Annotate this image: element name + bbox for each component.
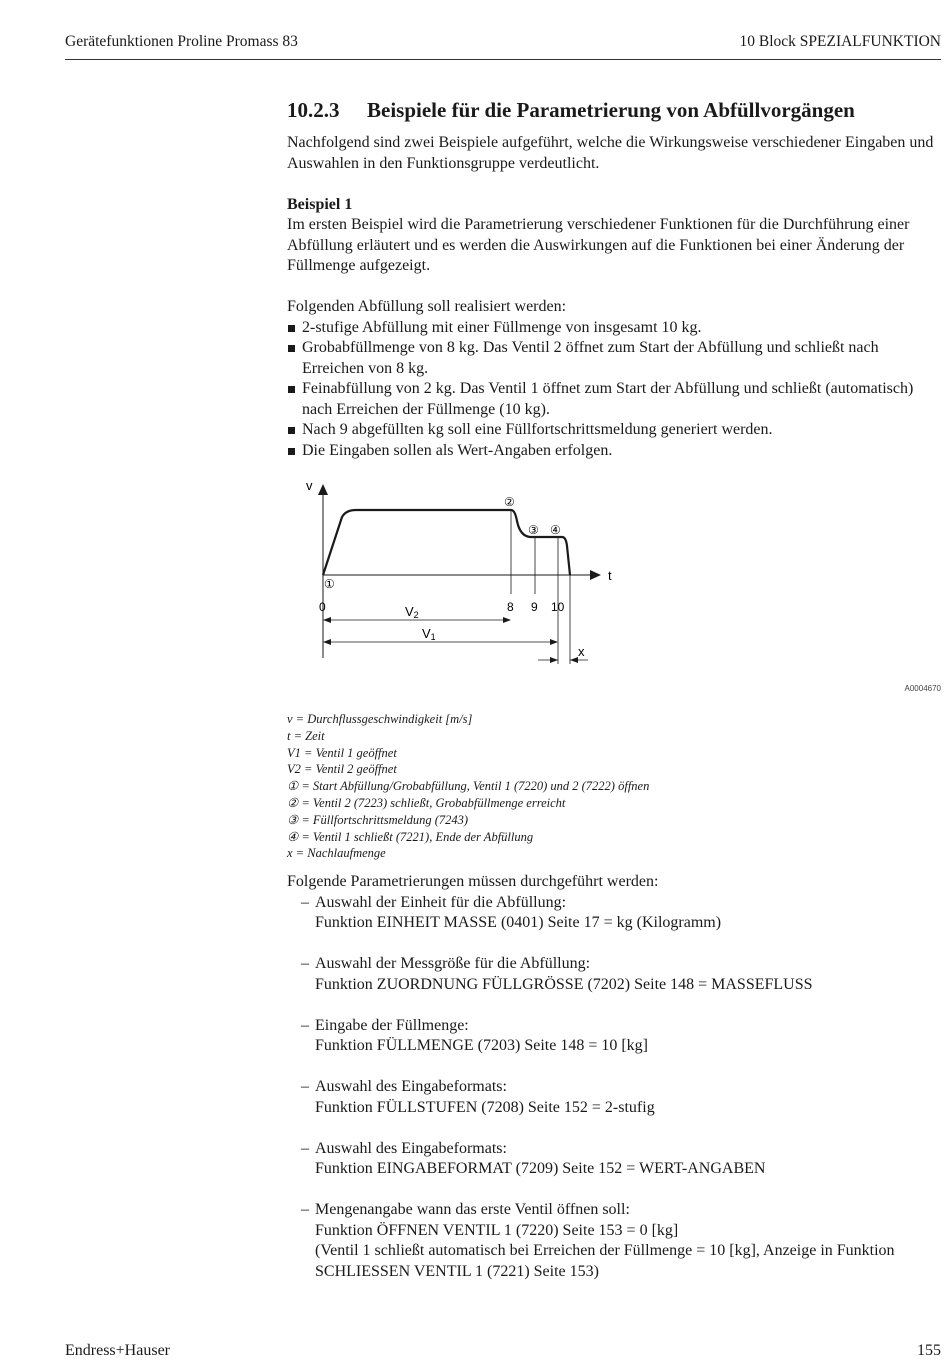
page-number: 155 — [917, 1342, 941, 1359]
param-value: Funktion ZUORDNUNG FÜLLGRÖSSE (7202) Seite 148 = MASSEFLUSS — [315, 975, 813, 993]
v1-arrow-right — [550, 639, 558, 645]
t-axis-label: t — [608, 568, 612, 583]
v2-arrow-right — [503, 617, 511, 623]
header-rule — [65, 59, 941, 60]
params-list — [287, 893, 942, 1283]
param-title: Eingabe der Füllmenge: — [315, 1016, 469, 1034]
x-arrow-right — [570, 657, 578, 663]
list-item: Die Eingaben sollen als Wert-Angaben erfolgen. — [287, 441, 942, 462]
legend-item: ① = Start Abfüllung/Grobabfüllung, Ventil 1 (7220) und 2 (7222) öffnen — [287, 779, 650, 794]
param-value: Funktion FÜLLMENGE (7203) Seite 148 = 10 [kg] — [315, 1037, 648, 1054]
x-arrow-left — [550, 657, 558, 663]
dash-marker: – — [301, 955, 309, 972]
running-header-right: 10 Block SPEZIALFUNKTION — [739, 33, 941, 50]
intro-paragraph: Nachfolgend sind zwei Beispiele aufgeführt, welche die Wirkungsweise verschiedener Eingaben und Auswahlen in den Funktionsgruppe verdeutlicht. — [287, 134, 934, 172]
dash-marker: – — [301, 1139, 309, 1157]
list-item: Feinabfüllung von 2 kg. Das Ventil 1 öffnet zum Start der Abfüllung und schließt (automatisch) nach Erreichen der Füllmenge (10 kg). — [287, 379, 942, 420]
list-item — [287, 1139, 942, 1180]
v1-arrow-left — [323, 639, 331, 645]
param-title: Mengenangabe wann das erste Ventil öffnen soll: — [315, 1201, 630, 1218]
tick-label: 10 — [551, 600, 565, 614]
figure-legend — [287, 711, 649, 862]
param-value: Funktion EINHEIT MASSE (0401) Seite 17 = kg (Kilogramm) — [315, 914, 722, 931]
v1-label: V1 — [422, 626, 436, 642]
list-item: 2-stufige Abfüllung mit einer Füllmenge von insgesamt 10 kg. — [287, 318, 942, 339]
marker-2: ② — [504, 495, 515, 509]
list-item — [287, 954, 942, 995]
dash-marker: – — [301, 1201, 309, 1218]
v2-label: V2 — [405, 604, 419, 620]
legend-item: v = Durchflussgeschwindigkeit [m/s] — [287, 712, 473, 726]
legend-item: ③ = Füllfortschrittsmeldung (7243) — [287, 812, 469, 827]
dash-marker: – — [301, 893, 309, 911]
footer-brand: Endress+Hauser — [65, 1342, 170, 1359]
filling-diagram — [290, 476, 630, 666]
marker-1: ① — [324, 577, 335, 591]
dash-marker: – — [301, 1016, 309, 1034]
param-title: Auswahl des Eingabeformats: — [315, 1078, 507, 1095]
v-axis-arrow — [318, 484, 328, 495]
legend-item: x = Nachlaufmenge — [287, 846, 386, 861]
param-value: Funktion ÖFFNEN VENTIL 1 (7220) Seite 153 = 0 [kg] — [315, 1221, 679, 1239]
running-header-left: Gerätefunktionen Proline Promass 83 — [65, 33, 298, 50]
parameter-section — [287, 872, 942, 1303]
example1-bullet-list — [287, 318, 942, 462]
list-item — [287, 1200, 942, 1282]
flow-curve — [323, 510, 570, 575]
figure-id: A0004670 — [904, 684, 941, 693]
tick-label: 9 — [531, 600, 538, 614]
list-item — [287, 1016, 942, 1057]
param-title: Auswahl der Messgröße für die Abfüllung: — [315, 955, 591, 972]
tick-label: 0 — [319, 600, 326, 614]
body-text — [287, 133, 942, 461]
marker-4: ④ — [550, 523, 561, 537]
example1-heading: Beispiel 1 — [287, 195, 353, 213]
list-item: Grobabfüllmenge von 8 kg. Das Ventil 2 öffnet zum Start der Abfüllung und schließt nach Erreichen von 8 kg. — [287, 338, 942, 379]
legend-item: t = Zeit — [287, 728, 325, 743]
section-number: 10.2.3 — [287, 98, 340, 122]
param-extra: (Ventil 1 schließt automatisch bei Erreichen der Füllmenge = 10 [kg], Anzeige in Funktion SCHLIESSEN VENTIL 1 (7221) Seite 153) — [315, 1242, 895, 1280]
x-label: x — [578, 644, 585, 659]
marker-3: ③ — [528, 523, 539, 537]
legend-item: ② = Ventil 2 (7223) schließt, Grobabfüllmenge erreicht — [287, 795, 566, 810]
tick-label: 8 — [507, 600, 514, 614]
dash-marker: – — [301, 1078, 309, 1095]
example1-text: Im ersten Beispiel wird die Parametrierung verschiedener Funktionen für die Durchführung einer Abfüllung erläutert und es werden die Auswirkungen auf die Funktionen bei einer Änderung der Füllmenge aufgezeigt. — [287, 216, 910, 274]
param-value: Funktion FÜLLSTUFEN (7208) Seite 152 = 2-stufig — [315, 1098, 655, 1116]
list-item — [287, 1077, 942, 1118]
params-intro: Folgende Parametrierungen müssen durchgeführt werden: — [287, 873, 659, 890]
v2-arrow-left — [323, 617, 331, 623]
list-item — [287, 893, 942, 934]
example1-list-intro: Folgenden Abfüllung soll realisiert werden: — [287, 298, 567, 315]
section-title: Beispiele für die Parametrierung von Abfüllvorgängen — [367, 98, 855, 122]
list-item: Nach 9 abgefüllten kg soll eine Füllfortschrittsmeldung generiert werden. — [287, 420, 942, 441]
param-value: Funktion EINGABEFORMAT (7209) Seite 152 = WERT-ANGABEN — [315, 1160, 766, 1177]
legend-item: ④ = Ventil 1 schließt (7221), Ende der Abfüllung — [287, 829, 534, 844]
legend-item: V1 = Ventil 1 geöffnet — [287, 745, 397, 760]
param-title: Auswahl des Eingabeformats: — [315, 1139, 507, 1157]
section-heading — [287, 98, 942, 123]
legend-item: V2 = Ventil 2 geöffnet — [287, 762, 397, 777]
v-axis-label: v — [306, 478, 313, 493]
t-axis-arrow — [590, 570, 601, 580]
param-title: Auswahl der Einheit für die Abfüllung: — [315, 893, 567, 911]
